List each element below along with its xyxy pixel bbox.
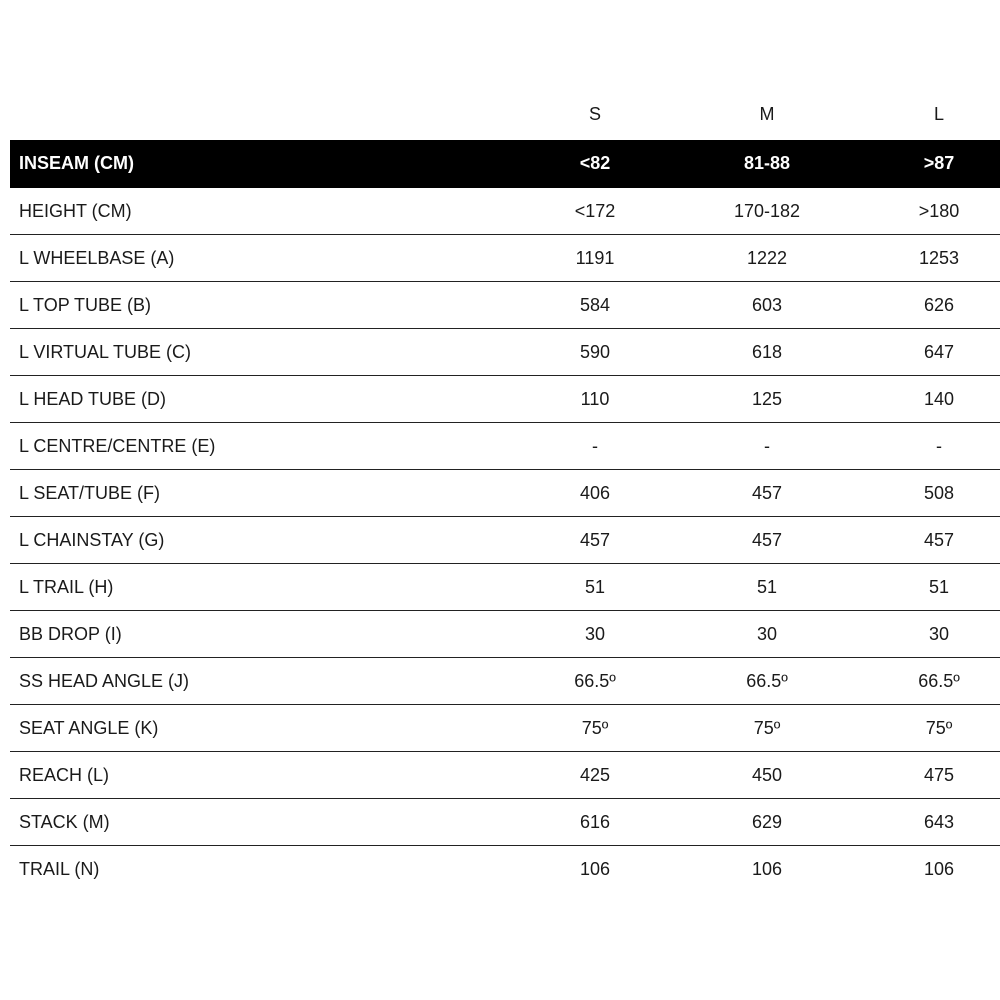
table-row-bb-drop xyxy=(10,611,1000,658)
cell-s: 66.5º xyxy=(574,671,616,691)
cell-m: 603 xyxy=(751,295,783,315)
geometry-table xyxy=(10,140,1000,893)
cell-m: 618 xyxy=(751,342,783,362)
cell-m: 51 xyxy=(756,577,778,597)
cell-m: 457 xyxy=(751,530,783,550)
cell-l: 508 xyxy=(923,483,955,503)
cell-l: 106 xyxy=(923,859,955,879)
size-header-row xyxy=(0,98,1000,132)
cell-m: 81-88 xyxy=(743,153,791,173)
cell-s: 30 xyxy=(584,624,606,644)
table-row-height xyxy=(10,188,1000,235)
size-header-l: L xyxy=(933,104,944,124)
cell-s: 425 xyxy=(579,765,611,785)
table-row-trail-h xyxy=(10,564,1000,611)
cell-s: 457 xyxy=(579,530,611,550)
table-row-top-tube xyxy=(10,282,1000,329)
cell-m: 30 xyxy=(756,624,778,644)
cell-m: 125 xyxy=(751,389,783,409)
cell-m: - xyxy=(764,436,770,456)
table-row-wheelbase xyxy=(10,235,1000,282)
table-row-stack xyxy=(10,799,1000,846)
table-row-head-angle xyxy=(10,658,1000,705)
cell-l: 1253 xyxy=(918,248,960,268)
cell-l: 475 xyxy=(923,765,955,785)
table-row-inseam xyxy=(10,140,1000,188)
cell-l: 66.5º xyxy=(918,671,960,691)
row-label: L HEAD TUBE (D) xyxy=(19,389,167,409)
row-label: L WHEELBASE (A) xyxy=(19,248,175,268)
row-label: L CENTRE/CENTRE (E) xyxy=(19,436,216,456)
cell-s: 616 xyxy=(579,812,611,832)
cell-l: >87 xyxy=(923,153,955,173)
row-label: L SEAT/TUBE (F) xyxy=(19,483,161,503)
cell-m: 106 xyxy=(751,859,783,879)
row-label: STACK (M) xyxy=(19,812,110,832)
row-label: HEIGHT (CM) xyxy=(19,201,132,221)
row-label: L CHAINSTAY (G) xyxy=(19,530,165,550)
row-label: INSEAM (CM) xyxy=(19,153,134,173)
cell-s: 1191 xyxy=(575,248,615,268)
cell-l: 626 xyxy=(923,295,955,315)
row-label: SS HEAD ANGLE (J) xyxy=(19,671,190,691)
cell-s: 584 xyxy=(579,295,611,315)
table-row-chainstay xyxy=(10,517,1000,564)
cell-s: 590 xyxy=(579,342,611,362)
row-label: BB DROP (I) xyxy=(19,624,122,644)
cell-m: 170-182 xyxy=(733,201,801,221)
cell-l: 140 xyxy=(923,389,955,409)
size-header-m: M xyxy=(759,104,775,124)
cell-l: 647 xyxy=(923,342,955,362)
cell-m: 450 xyxy=(751,765,783,785)
table-row-reach xyxy=(10,752,1000,799)
cell-l: 30 xyxy=(928,624,950,644)
table-row-head-tube xyxy=(10,376,1000,423)
cell-l: - xyxy=(936,436,942,456)
cell-m: 629 xyxy=(751,812,783,832)
table-row-trail-n xyxy=(10,846,1000,893)
cell-l: 643 xyxy=(923,812,955,832)
table-row-seat-angle xyxy=(10,705,1000,752)
cell-m: 457 xyxy=(751,483,783,503)
row-label: L TRAIL (H) xyxy=(19,577,114,597)
table-row-seat-tube xyxy=(10,470,1000,517)
cell-s: 110 xyxy=(580,389,610,409)
cell-l: 51 xyxy=(928,577,950,597)
cell-m: 75º xyxy=(753,718,781,738)
cell-s: 75º xyxy=(581,718,609,738)
row-label: L TOP TUBE (B) xyxy=(19,295,152,315)
cell-s: 51 xyxy=(584,577,606,597)
table-row-virtual-tube xyxy=(10,329,1000,376)
cell-m: 66.5º xyxy=(746,671,788,691)
cell-s: <82 xyxy=(579,153,611,173)
cell-l: >180 xyxy=(918,201,960,221)
cell-l: 457 xyxy=(923,530,955,550)
cell-s: <172 xyxy=(574,201,616,221)
cell-s: 106 xyxy=(579,859,611,879)
table-row-centre-centre xyxy=(10,423,1000,470)
row-label: TRAIL (N) xyxy=(19,859,100,879)
size-header-s: S xyxy=(588,104,601,124)
row-label: L VIRTUAL TUBE (C) xyxy=(19,342,192,362)
row-label: REACH (L) xyxy=(19,765,110,785)
cell-s: 406 xyxy=(579,483,611,503)
cell-l: 75º xyxy=(925,718,953,738)
cell-s: - xyxy=(592,436,598,456)
cell-m: 1222 xyxy=(746,248,788,268)
row-label: SEAT ANGLE (K) xyxy=(19,718,159,738)
